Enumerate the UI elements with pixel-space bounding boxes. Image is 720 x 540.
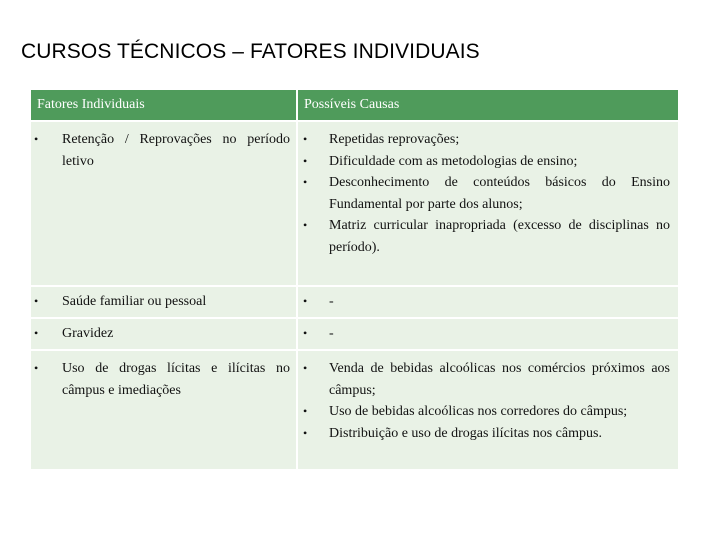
- list-item: [298, 401, 670, 423]
- bullet-icon: •: [303, 153, 308, 168]
- factor-cell: [31, 287, 296, 317]
- factor-cell: [31, 351, 296, 469]
- list-item: [31, 358, 290, 401]
- causes-list: [298, 358, 670, 444]
- factor-list: [31, 291, 290, 313]
- causes-cell: [296, 319, 678, 349]
- list-item: [298, 291, 670, 313]
- cause-text: Venda de bebidas alcoólicas nos comércios próximos aos câmpus;: [329, 361, 670, 398]
- factors-table: [31, 90, 678, 471]
- cause-text: Matriz curricular inapropriada (excesso de disciplinas no período).: [329, 218, 670, 255]
- factor-text: Retenção / Reprovações no período letivo: [62, 132, 290, 169]
- cause-text: Dificuldade com as metodologias de ensino;: [329, 153, 578, 169]
- list-item: [31, 323, 290, 345]
- bullet-icon: •: [34, 361, 39, 375]
- cause-text: -: [329, 326, 334, 341]
- cause-text: Repetidas reprovações;: [329, 132, 460, 147]
- bullet-icon: •: [303, 404, 308, 418]
- factor-list: [31, 358, 290, 401]
- list-item: [298, 151, 670, 173]
- bullet-icon: •: [303, 425, 308, 440]
- factor-list: [31, 129, 290, 172]
- cause-text: Uso de bebidas alcoólicas nos corredores do câmpus;: [329, 404, 628, 419]
- factor-cell: [31, 319, 296, 349]
- cause-text: -: [329, 294, 334, 309]
- header-possiveis-causas: Possíveis Causas: [296, 90, 678, 120]
- causes-cell: [296, 122, 678, 285]
- factor-cell: [31, 122, 296, 285]
- bullet-icon: •: [303, 294, 308, 308]
- causes-list: [298, 129, 670, 258]
- causes-list: [298, 323, 670, 345]
- bullet-icon: •: [34, 132, 39, 146]
- header-fatores-individuais: Fatores Individuais: [37, 97, 145, 112]
- list-item: [31, 291, 290, 313]
- list-item: [298, 423, 670, 445]
- list-item: [298, 215, 670, 258]
- factor-text: Saúde familiar ou pessoal: [62, 294, 207, 309]
- bullet-icon: •: [34, 294, 39, 308]
- list-item: [298, 358, 670, 401]
- slide-title: CURSOS TÉCNICOS – FATORES INDIVIDUAIS: [21, 40, 480, 63]
- bullet-icon: •: [303, 361, 308, 375]
- table-row: [31, 351, 678, 469]
- table-row: [31, 122, 678, 285]
- causes-cell: [296, 351, 678, 469]
- cause-text: Desconhecimento de conteúdos básicos do Ensino Fundamental por parte dos alunos;: [329, 175, 670, 212]
- cause-text: Distribuição e uso de drogas ilícitas nos câmpus.: [329, 425, 602, 441]
- table-row: [31, 287, 678, 317]
- factor-list: [31, 323, 290, 345]
- bullet-icon: •: [303, 132, 308, 146]
- list-item: [298, 323, 670, 345]
- table-header-row: [31, 90, 678, 120]
- list-item: [31, 129, 290, 172]
- factor-text: Uso de drogas lícitas e ilícitas no câmpus e imediações: [62, 361, 290, 398]
- list-item: [298, 172, 670, 215]
- causes-cell: [296, 287, 678, 317]
- factor-text: Gravidez: [62, 326, 114, 341]
- list-item: [298, 129, 670, 151]
- bullet-icon: •: [303, 326, 308, 340]
- bullet-icon: •: [34, 326, 39, 340]
- bullet-icon: •: [303, 175, 308, 189]
- table-row: [31, 319, 678, 349]
- causes-list: [298, 291, 670, 313]
- bullet-icon: •: [303, 218, 308, 232]
